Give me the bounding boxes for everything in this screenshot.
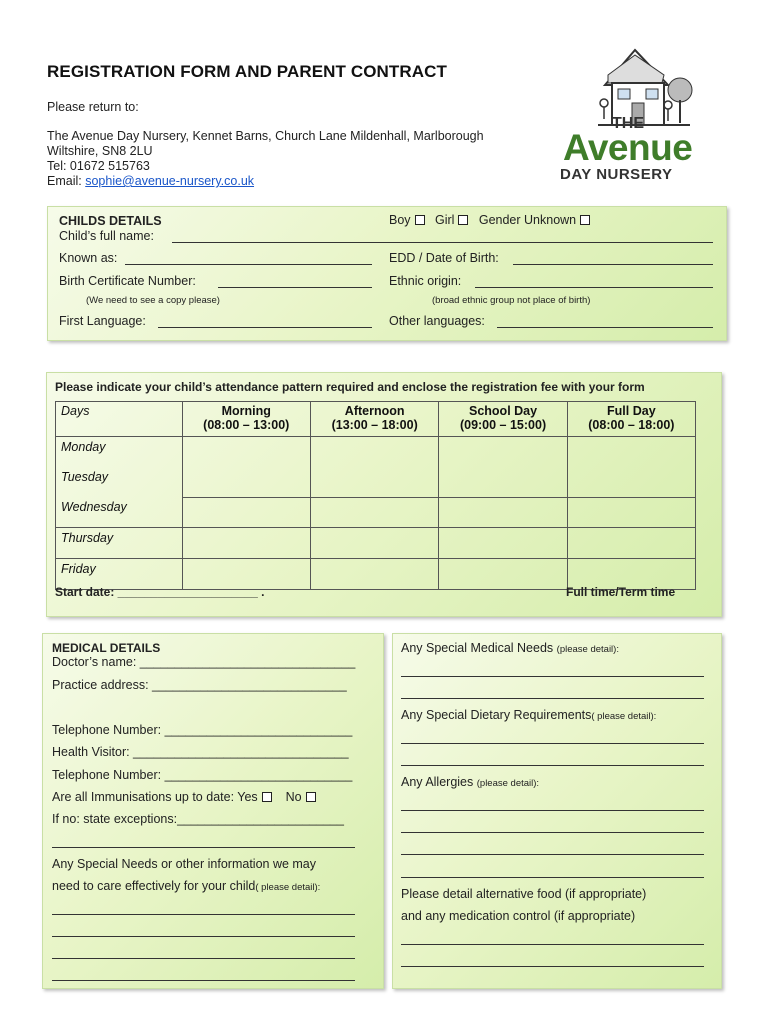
medical-needs-answer-line[interactable] [401,676,704,677]
return-to-label: Please return to: [47,100,139,114]
boy-label: Boy [389,213,411,227]
allergies-answer-line[interactable] [401,832,704,833]
birth-cert-label: Birth Certificate Number: [59,274,196,288]
dietary-answer-line[interactable] [401,765,704,766]
monday-morning-cell[interactable] [182,437,310,498]
telephone-number-field-1[interactable]: Telephone Number: ___________________________ [52,723,353,737]
wednesday-morning-cell[interactable] [182,497,310,528]
full-time-term-time: Full time/Term time [566,585,676,599]
day-monday: Monday [56,437,183,468]
friday-school-day-cell[interactable] [439,559,567,590]
thursday-morning-cell[interactable] [182,528,310,559]
full-name-field[interactable] [172,242,713,243]
days-header: Days [56,402,183,437]
alternative-food-line-2: and any medication control (if appropriate) [401,909,636,923]
ethnic-origin-label: Ethnic origin: [389,274,462,288]
edd-label: EDD / Date of Birth: [389,251,499,265]
first-language-label: First Language: [59,314,146,328]
table-row [56,528,696,559]
ethnic-origin-field[interactable] [475,287,713,288]
page-title: REGISTRATION FORM AND PARENT CONTRACT [47,62,448,81]
friday-afternoon-cell[interactable] [310,559,438,590]
doctor-name-field[interactable]: Doctor’s name: _______________________________ [52,655,356,669]
col-morning: Morning (08:00 – 13:00) [182,402,310,437]
gender-unknown-checkbox[interactable] [580,215,590,225]
medical-details-heading: MEDICAL DETAILS [52,641,161,655]
immunisations-no-label: No [285,790,302,804]
exceptions-field[interactable]: If no: state exceptions:________________________ [52,812,344,826]
allergies-answer-line[interactable] [401,810,704,811]
birth-cert-field[interactable] [218,287,372,288]
girl-checkbox[interactable] [458,215,468,225]
wednesday-afternoon-cell[interactable] [310,497,438,528]
alternative-food-answer-line[interactable] [401,944,704,945]
thursday-full-day-cell[interactable] [567,528,695,559]
special-needs-answer-line[interactable] [52,914,355,915]
boy-checkbox[interactable] [415,215,425,225]
nursery-logo [560,45,730,185]
monday-full-day-cell[interactable] [567,437,695,498]
col-afternoon: Afternoon (13:00 – 18:00) [310,402,438,437]
immunisations-no-checkbox[interactable] [306,792,316,802]
col-full-day: Full Day (08:00 – 18:00) [567,402,695,437]
other-languages-label: Other languages: [389,314,485,328]
medical-needs-answer-line[interactable] [401,698,704,699]
start-date-label: Start date: _____________________ . [55,585,265,599]
logo-day-nursery: DAY NURSERY [560,166,673,183]
special-needs-line-1: Any Special Needs or other information we may [52,857,317,871]
special-needs-panel [392,633,722,989]
childs-details-heading: CHILDS DETAILS [59,214,162,228]
attendance-instruction: Please indicate your child’s attendance pattern required and enclose the registration fee with your form [55,380,645,394]
immunisations-yes-checkbox[interactable] [262,792,272,802]
first-language-field[interactable] [158,327,372,328]
known-as-field[interactable] [125,264,372,265]
special-needs-line-2: need to care effectively for your child( please detail): [52,879,321,893]
attendance-header-row [56,402,696,437]
address-line-1: The Avenue Day Nursery, Kennet Barns, Church Lane Mildenhall, Marlborough [47,129,484,143]
allergies-answer-line[interactable] [401,877,704,878]
ethnic-note: (broad ethnic group not place of birth) [432,295,591,306]
day-tuesday: Tuesday [56,467,183,497]
address-line-2: Wiltshire, SN8 2LU [47,144,153,158]
telephone-number-field-2[interactable]: Telephone Number: ___________________________ [52,768,353,782]
logo-avenue: Avenue [563,127,693,168]
alternative-food-line-1: Please detail alternative food (if appropriate) [401,887,647,901]
attendance-table [55,401,696,590]
email-link[interactable]: sophie@avenue-nursery.co.uk [85,174,255,188]
special-medical-needs-label: Any Special Medical Needs (please detail): [401,641,619,655]
logo-the: THE [612,115,644,132]
known-as-label: Known as: [59,251,118,265]
special-needs-answer-line[interactable] [52,958,355,959]
thursday-afternoon-cell[interactable] [310,528,438,559]
allergies-answer-line[interactable] [401,854,704,855]
day-wednesday: Wednesday [56,497,183,528]
dietary-answer-line[interactable] [401,743,704,744]
full-name-label: Child’s full name: [59,229,154,243]
monday-school-day-cell[interactable] [439,437,567,498]
special-needs-note: ( please detail): [255,882,321,893]
thursday-school-day-cell[interactable] [439,528,567,559]
exceptions-line[interactable] [52,847,355,848]
allergies-label: Any Allergies (please detail): [401,775,540,789]
table-row [56,497,696,528]
girl-label: Girl [434,213,455,227]
table-row [56,437,696,468]
monday-afternoon-cell[interactable] [310,437,438,498]
email-line [47,174,254,189]
special-needs-answer-line[interactable] [52,936,355,937]
day-friday: Friday [56,559,183,590]
wednesday-school-day-cell[interactable] [439,497,567,528]
gender-unknown-label: Gender Unknown [478,213,577,227]
health-visitor-field[interactable]: Health Visitor: _______________________________ [52,745,349,759]
telephone: Tel: 01672 515763 [47,159,150,173]
special-needs-answer-line[interactable] [52,980,355,981]
edd-field[interactable] [513,264,713,265]
immunisations-label: Are all Immunisations up to date: Yes [52,790,258,804]
immunisations-row [52,790,316,804]
email-label: Email: [47,174,82,188]
alternative-food-answer-line[interactable] [401,966,704,967]
wednesday-full-day-cell[interactable] [567,497,695,528]
gender-row [389,213,590,227]
practice-address-field[interactable]: Practice address: ____________________________ [52,678,347,692]
dietary-requirements-label: Any Special Dietary Requirements( please detail): [401,708,657,722]
birth-cert-note: (We need to see a copy please) [86,295,220,306]
day-thursday: Thursday [56,528,183,559]
other-languages-field[interactable] [497,327,713,328]
col-school-day: School Day (09:00 – 15:00) [439,402,567,437]
